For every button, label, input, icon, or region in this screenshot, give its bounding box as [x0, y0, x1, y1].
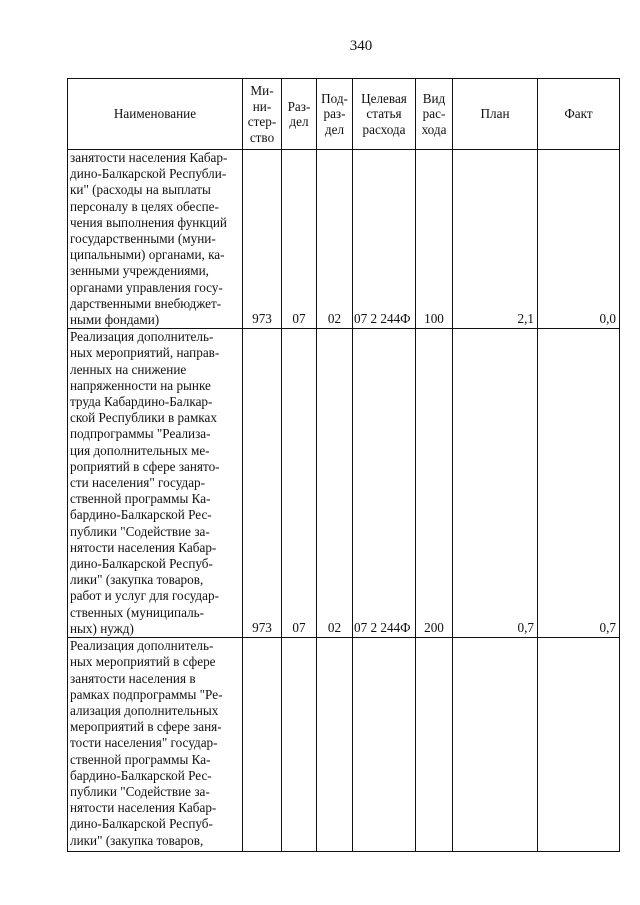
row-target-article: [353, 638, 416, 852]
row-fact: 0,7: [538, 329, 620, 638]
page-number: 340: [349, 38, 373, 54]
header-plan: План: [453, 79, 538, 150]
row-subsection: [317, 638, 353, 852]
header-name: Наименование: [68, 79, 243, 150]
row-expense-type: [416, 638, 453, 852]
row-expense-type: 100: [416, 150, 453, 329]
row-section: 07: [282, 150, 317, 329]
row-ministry: [243, 638, 282, 852]
row-name: Реализация дополнитель- ных мероприятий в сфере занятости населения в рамках подпрограммы "Ре- ализация дополнительных мероприятий в сфере заня- тости населения" государ- ственной программы Ка- бардино-Балкарской Рес- публики "Содействие за- нятости населения Кабар- дино-Балкарской Респуб- лики" (закупка товаров,: [68, 638, 243, 852]
header-ministry: Ми- ни- стер- ство: [243, 79, 282, 150]
row-ministry: 973: [243, 329, 282, 638]
header-fact: Факт: [538, 79, 620, 150]
table-header-row: [68, 79, 620, 150]
header-section: Раз- дел: [282, 79, 317, 150]
row-expense-type: 200: [416, 329, 453, 638]
row-ministry: 973: [243, 150, 282, 329]
header-expense-type: Вид рас- хода: [416, 79, 453, 150]
row-section: 07: [282, 329, 317, 638]
row-plan: 2,1: [453, 150, 538, 329]
table-row: [68, 150, 620, 329]
row-plan: [453, 638, 538, 852]
row-name: Реализация дополнитель- ных мероприятий, направ- ленных на снижение напряженности на рынке труда Кабардино-Балкар- ской Республики в рамках подпрограммы "Реализа- ция дополнительных ме- роприятий в сфере занято- сти населения" государ- ственной программы Ка- бардино-Балкарской Рес- публики "Содействие за- нятости населения Кабар- дино-Балкарской Респуб- лики" (закупка товаров, работ и услуг для государ- ственных (муниципаль- ных) нужд): [68, 329, 243, 638]
row-plan: 0,7: [453, 329, 538, 638]
budget-table: [67, 78, 620, 852]
row-subsection: 02: [317, 329, 353, 638]
header-target-article: Целевая статья расхода: [353, 79, 416, 150]
row-fact: 0,0: [538, 150, 620, 329]
header-subsection: Под- раз- дел: [317, 79, 353, 150]
row-target-article: 07 2 244Ф: [353, 150, 416, 329]
row-target-article: 07 2 244Ф: [353, 329, 416, 638]
row-subsection: 02: [317, 150, 353, 329]
table-row: [68, 638, 620, 852]
row-fact: [538, 638, 620, 852]
row-name: занятости населения Кабар- дино-Балкарской Республи- ки" (расходы на выплаты персоналу в целях обеспе- чения выполнения функций государственными (муни- ципальными) органами, ка- зенными учреждениями, органами управления госу- дарственными внебюджет- ными фондами): [68, 150, 243, 329]
table-row: [68, 329, 620, 638]
row-section: [282, 638, 317, 852]
